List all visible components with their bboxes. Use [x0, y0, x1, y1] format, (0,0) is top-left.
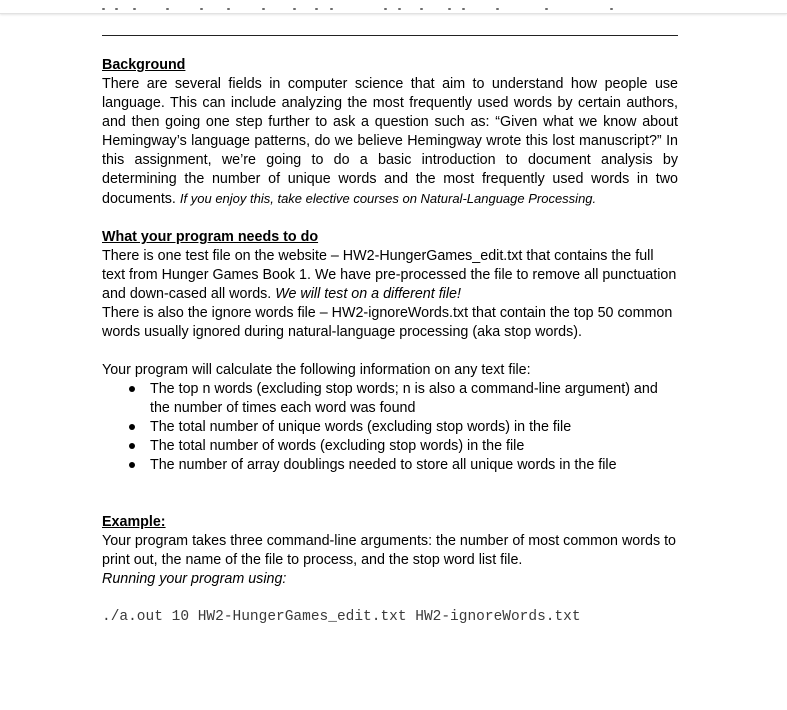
- bullet-icon: [129, 443, 135, 449]
- running-label: Running your program using:: [102, 571, 287, 587]
- example-paragraph: Your program takes three command-line arguments: the number of most common words to print out, the name of the file to process, and the stop word list file.: [102, 533, 676, 568]
- test-file-paragraph: [102, 247, 678, 304]
- document-body: [102, 56, 678, 627]
- clipped-glyph: [315, 8, 318, 10]
- clipped-glyph: [227, 8, 230, 10]
- clipped-text-fragment: [102, 0, 678, 13]
- command-line-example: ./a.out 10 HW2-HungerGames_edit.txt HW2-ignoreWords.txt: [102, 609, 581, 625]
- calculate-list: [102, 380, 678, 475]
- list-item-text: The total number of words (excluding stop words) in the file: [150, 438, 525, 454]
- test-file-text: There is one test file on the website – HW2-HungerGames_edit.txt that contains the full text from Hunger Games Book 1. We have pre-processed the file to remove all punctuation and down-cased all words.: [102, 248, 677, 302]
- list-item-text: The top n words (excluding stop words; n is also a command-line argument) and the number of times each word was found: [150, 381, 658, 416]
- background-paragraph: [102, 75, 678, 209]
- clipped-previous-line: [0, 0, 787, 14]
- clipped-glyph: [166, 8, 169, 10]
- list-item-text: The number of array doublings needed to store all unique words in the file: [150, 457, 617, 473]
- background-body: There are several fields in computer science that aim to understand how people use language. This can include analyzing the most frequently used words by certain authors, and then going one step further to ask a question such as: “Given what we know about Hemingway’s language patterns, do we believe Hemingway wrote this lost manuscript?” In this assignment, we’re going to do a basic introduction to document analysis by determining the number of unique words and the most frequently used words in two documents.: [102, 76, 678, 207]
- horizontal-rule: [102, 35, 678, 36]
- clipped-glyph: [133, 8, 136, 10]
- calculate-intro: Your program will calculate the following information on any text file:: [102, 362, 531, 378]
- clipped-glyph: [293, 8, 296, 10]
- list-item: [150, 437, 678, 456]
- clipped-glyph: [102, 8, 105, 10]
- program-needs-heading: What your program needs to do: [102, 229, 319, 245]
- example-heading: Example:: [102, 514, 166, 530]
- bullet-icon: [129, 462, 135, 468]
- clipped-glyph: [115, 8, 118, 10]
- clipped-glyph: [262, 8, 265, 10]
- list-item: [150, 456, 678, 475]
- clipped-glyph: [200, 8, 203, 10]
- test-file-note: We will test on a different file!: [275, 286, 461, 302]
- clipped-glyph: [610, 8, 613, 10]
- list-item-text: The total number of unique words (excluding stop words) in the file: [150, 419, 572, 435]
- list-item: [150, 380, 678, 418]
- background-heading: Background: [102, 57, 186, 73]
- clipped-glyph: [448, 8, 451, 10]
- clipped-glyph: [496, 8, 499, 10]
- bullet-icon: [129, 424, 135, 430]
- list-item: [150, 418, 678, 437]
- background-note: If you enjoy this, take elective courses on Natural-Language Processing.: [179, 191, 597, 206]
- clipped-glyph: [420, 8, 423, 10]
- bullet-icon: [129, 386, 135, 392]
- clipped-text-glyphs: [102, 8, 678, 11]
- ignore-file-paragraph: There is also the ignore words file – HW2-ignoreWords.txt that contain the top 50 common words usually ignored during natural-language processing (aka stop words).: [102, 305, 673, 340]
- clipped-glyph: [462, 8, 465, 10]
- clipped-glyph: [330, 8, 333, 10]
- clipped-glyph: [545, 8, 548, 10]
- clipped-glyph: [384, 8, 387, 10]
- clipped-glyph: [398, 8, 401, 10]
